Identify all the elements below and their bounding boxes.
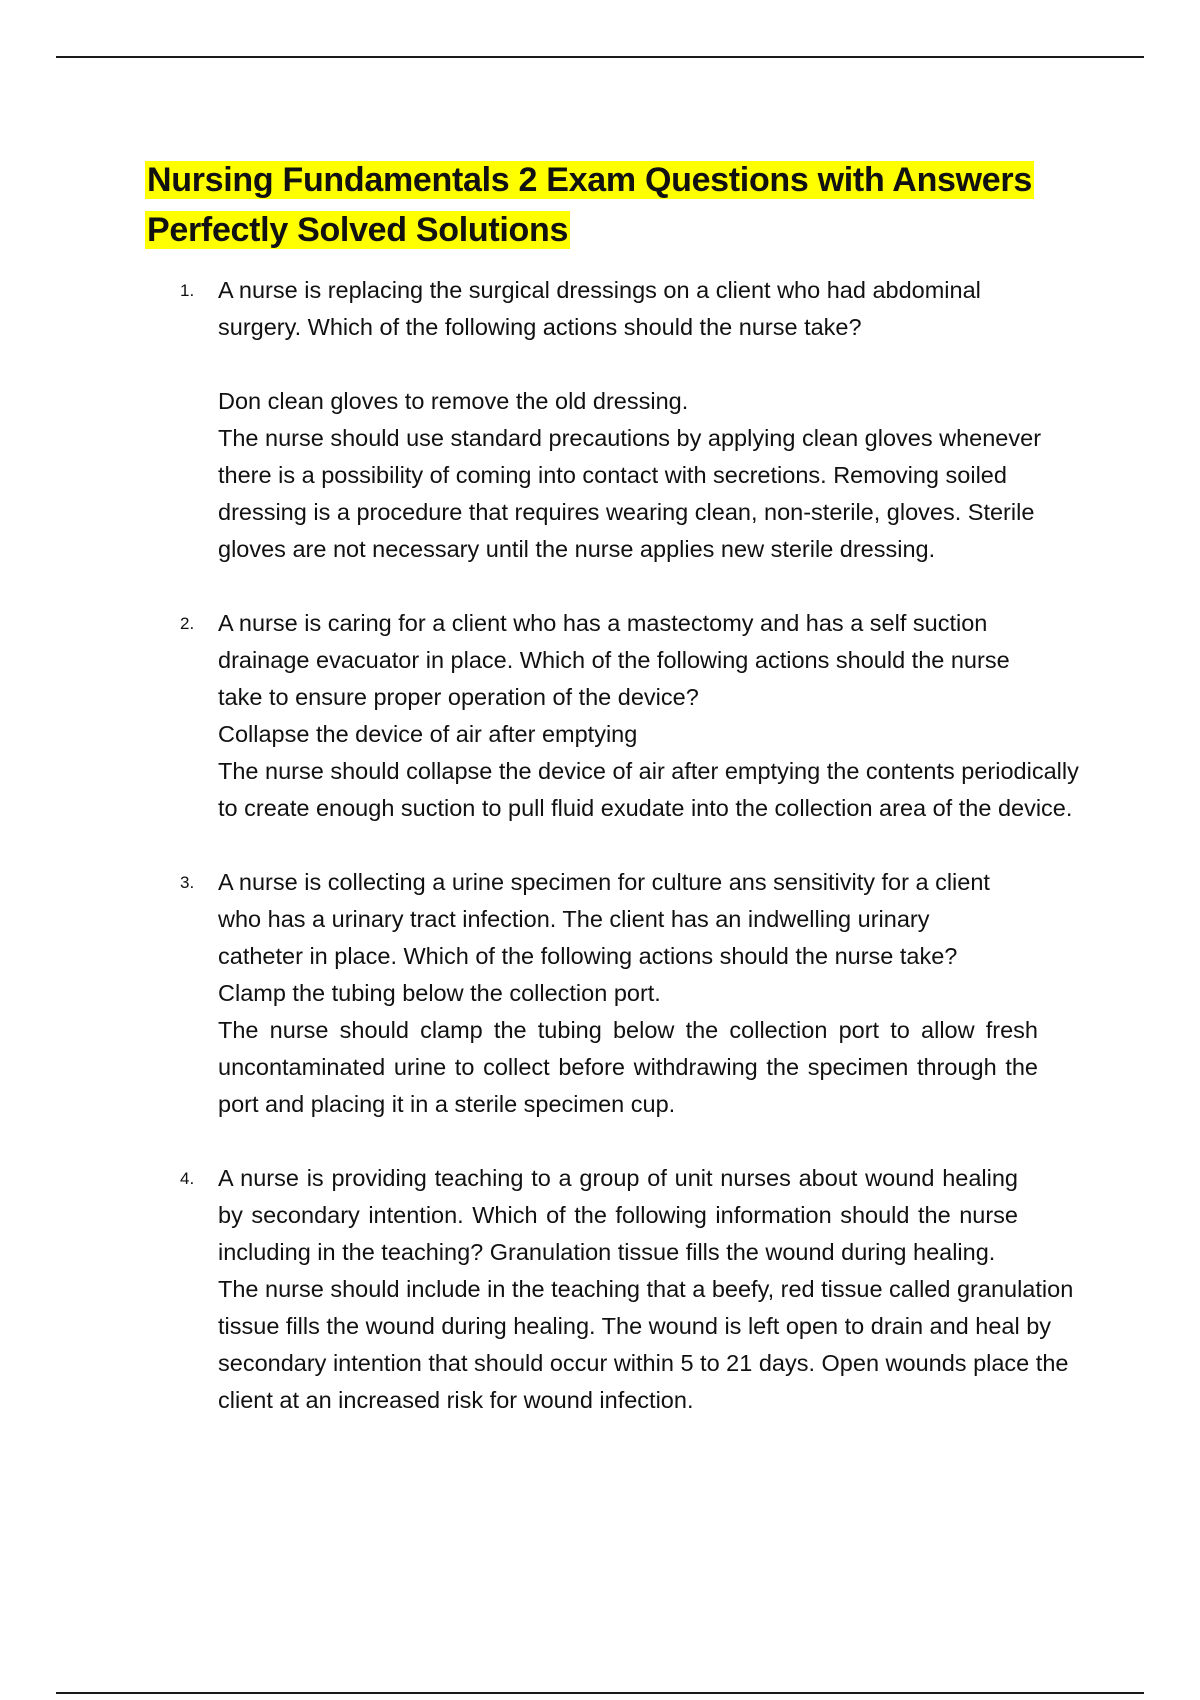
footer-rule xyxy=(56,1692,1144,1694)
question-number: 1. xyxy=(180,281,195,300)
question-item-1 xyxy=(180,272,1100,568)
question-text: A nurse is providing teaching to a group of unit nurses about wound healing by secondary intention. Which of the following information should the nurse including in the teaching? Granulation tissue fills the wound during healing. xyxy=(218,1165,1018,1265)
question-item-4 xyxy=(180,1160,1100,1419)
question-list xyxy=(180,272,1100,1419)
answer-text: Don clean gloves to remove the old dressing. xyxy=(218,388,689,414)
question-item-3 xyxy=(180,864,1100,1123)
title-line-1: Nursing Fundamentals 2 Exam Questions with Answers xyxy=(147,161,1032,199)
question-text: A nurse is caring for a client who has a mastectomy and has a self suction drainage evacuator in place. Which of the following actions should the nurse take to ensure proper operation of the device? xyxy=(218,610,1010,710)
question-number: 4. xyxy=(180,1169,195,1188)
question-text: A nurse is replacing the surgical dressings on a client who had abdominal surgery. Which of the following actions should the nurse take? xyxy=(218,277,981,340)
question-item-2 xyxy=(180,605,1100,827)
answer-text: Collapse the device of air after emptying xyxy=(218,721,638,747)
explanation-text: The nurse should collapse the device of air after emptying the contents periodically to create enough suction to pull fluid exudate into the collection area of the device. xyxy=(218,758,1079,821)
title-line-2: Perfectly Solved Solutions xyxy=(147,211,569,249)
answer-text: Clamp the tubing below the collection port. xyxy=(218,980,661,1006)
question-number: 2. xyxy=(180,614,195,633)
header-rule xyxy=(56,56,1144,58)
question-number: 3. xyxy=(180,873,195,892)
explanation-text: The nurse should clamp the tubing below the collection port to allow fresh uncontaminated urine to collect before withdrawing the specimen through the port and placing it in a sterile specimen cup. xyxy=(218,1017,1038,1117)
explanation-text: The nurse should include in the teaching that a beefy, red tissue called granulation tissue fills the wound during healing. The wound is left open to drain and heal by secondary intention that should occur within 5 to 21 days. Open wounds place the client at an increased risk for wound infection. xyxy=(218,1276,1074,1413)
explanation-text: The nurse should use standard precautions by applying clean gloves whenever there is a possibility of coming into contact with secretions. Removing soiled dressing is a procedure that requires wearing clean, non-sterile, gloves. Sterile gloves are not necessary until the nurse applies new sterile dressing. xyxy=(218,425,1042,562)
question-text: A nurse is collecting a urine specimen for culture ans sensitivity for a client who has a urinary tract infection. The client has an indwelling urinary catheter in place. Which of the following actions should the nurse take? xyxy=(218,869,990,969)
page-title xyxy=(145,155,1105,255)
